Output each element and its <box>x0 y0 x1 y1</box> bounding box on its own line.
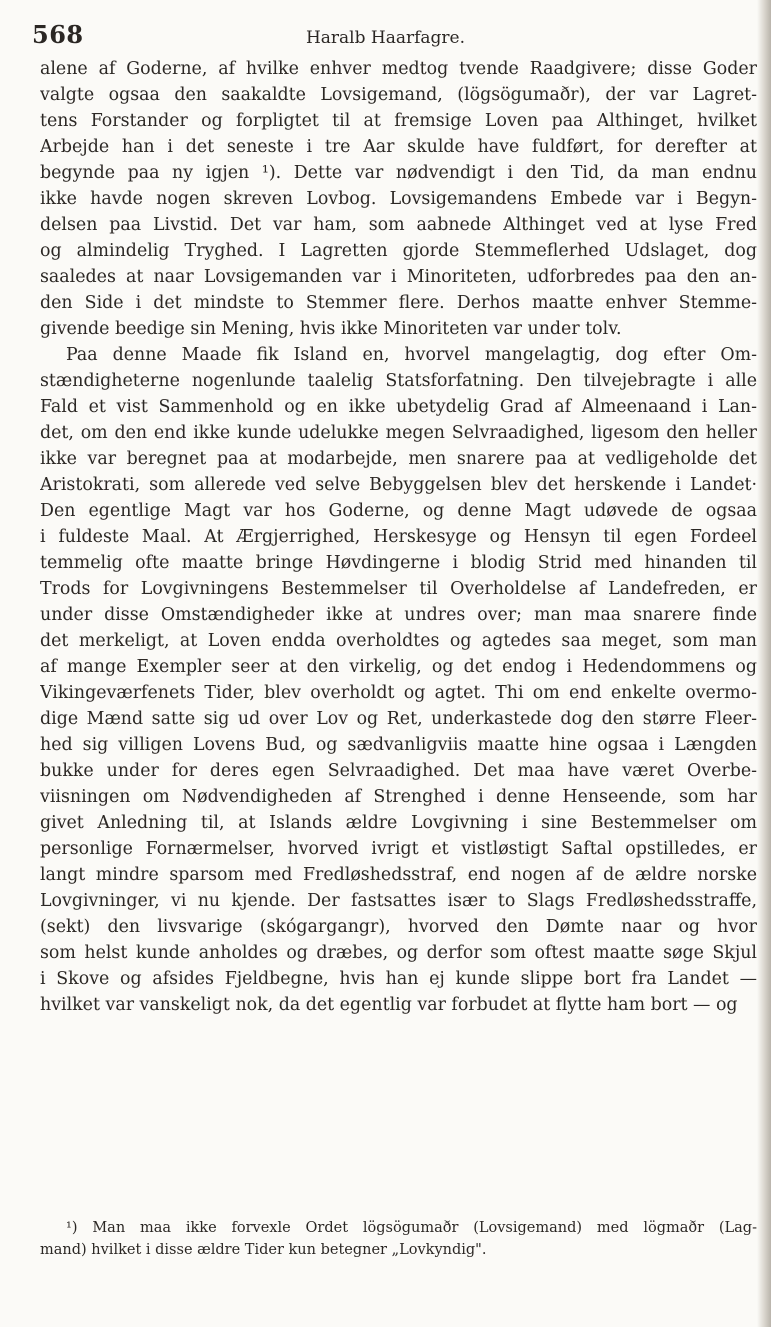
text-line: Vikingeværfenets Tider, blev overholdt og agtet. Thi om end enkelte overmo- <box>40 683 757 703</box>
text-line: Lovgivninger, vi nu kjende. Der fastsattes især to Slags Fredløshedsstraffe, <box>40 891 757 911</box>
text-line: ikke havde nogen skreven Lovbog. Lovsigemandens Embede var i Begyn- <box>40 189 757 209</box>
text-line: givende beedige sin Mening, hvis ikke Minoriteten var under tolv. <box>40 319 622 339</box>
body-text <box>40 56 757 1018</box>
text-line: (sekt) den livsvarige (skógargangr), hvorved den Dømte naar og hvor <box>40 917 757 937</box>
text-line: hvilket var vanskeligt nok, da det egentlig var forbudet at flytte ham bort — og <box>40 995 738 1015</box>
text-line: givet Anledning til, at Islands ældre Lovgivning i sine Bestemmelser om <box>40 813 757 833</box>
footnote-line: mand) hvilket i disse ældre Tider kun betegner „Lovkyndig". <box>40 1242 487 1258</box>
footnote <box>40 1217 757 1261</box>
text-line: det merkeligt, at Loven endda overholdtes og agtedes saa meget, som man <box>40 631 757 651</box>
text-line: delsen paa Livstid. Det var ham, som aabnede Althinget ved at lyse Fred <box>40 215 757 235</box>
text-line: Trods for Lovgivningens Bestemmelser til Overholdelse af Landefreden, er <box>40 579 757 599</box>
footnote-marker: ¹) <box>66 1220 78 1236</box>
text-line: saaledes at naar Lovsigemanden var i Minoriteten, udforbredes paa den an- <box>40 267 757 287</box>
text-line: valgte ogsaa den saakaldte Lovsigemand, (lögsögumaðr), der var Lagret- <box>40 85 757 105</box>
text-line: det, om den end ikke kunde udelukke megen Selvraadighed, ligesom den heller <box>40 423 757 443</box>
text-line: ikke var beregnet paa at modarbejde, men snarere paa at vedligeholde det <box>40 449 757 469</box>
page-number: 568 <box>32 20 84 49</box>
text-line: Den egentlige Magt var hos Goderne, og denne Magt udøvede de ogsaa <box>40 501 757 521</box>
text-line: tens Forstander og forpligtet til at fremsige Loven paa Althinget, hvilket <box>40 111 757 131</box>
text-line: den Side i det mindste to Stemmer flere. Derhos maatte enhver Stemme- <box>40 293 757 313</box>
text-line: bukke under for deres egen Selvraadighed. Det maa have været Overbe- <box>40 761 757 781</box>
text-line: i fuldeste Maal. At Ærgjerrighed, Herskesyge og Hensyn til egen Fordeel <box>40 527 757 547</box>
text-line: alene af Goderne, af hvilke enhver medtog tvende Raadgivere; disse Goder <box>40 59 757 79</box>
text-line: under disse Omstændigheder ikke at undres over; man maa snarere finde <box>40 605 757 625</box>
text-line: personlige Fornærmelser, hvorved ivrigt et vistløstigt Saftal opstilledes, er <box>40 839 757 859</box>
text-line: begynde paa ny igjen ¹). Dette var nødvendigt i den Tid, da man endnu <box>40 163 757 183</box>
text-line: hed sig villigen Lovens Bud, og sædvanligviis maatte hine ogsaa i Længden <box>40 735 757 755</box>
footnote-text: Man maa ikke forvexle Ordet lögsögumaðr (Lovsigemand) med lögmaðr (Lag- <box>92 1220 757 1236</box>
text-line: i Skove og afsides Fjeldbegne, hvis han ej kunde slippe bort fra Landet — <box>40 969 757 989</box>
text-line: temmelig ofte maatte bringe Høvdingerne i blodig Strid med hinanden til <box>40 553 757 573</box>
text-line: stændigheterne nogenlunde taalelig Statsforfatning. Den tilvejebragte i alle <box>40 371 757 391</box>
footnote-line <box>40 1217 757 1239</box>
text-line: Fald et vist Sammenhold og en ikke ubetydelig Grad af Almeenaand i Lan- <box>40 397 757 417</box>
text-line: viisningen om Nødvendigheden af Strenghed i denne Henseende, som har <box>40 787 757 807</box>
text-line: langt mindre sparsom med Fredløshedsstraf, end nogen af de ældre norske <box>40 865 757 885</box>
text-line: Paa denne Maade fik Island en, hvorvel mangelagtig, dog efter Om- <box>66 345 757 365</box>
text-line: Arbejde han i det seneste i tre Aar skulde have fuldført, for derefter at <box>40 137 757 157</box>
page-edge-shadow <box>757 0 771 1327</box>
text-line: Aristokrati, som allerede ved selve Bebyggelsen blev det herskende i Landet· <box>40 475 757 495</box>
text-line: og almindelig Tryghed. I Lagretten gjorde Stemmeflerhed Udslaget, dog <box>40 241 757 261</box>
text-line: dige Mænd satte sig ud over Lov og Ret, underkastede dog den større Fleer- <box>40 709 757 729</box>
text-line: af mange Exempler seer at den virkelig, og det endog i Hedendommens og <box>40 657 757 677</box>
text-line: som helst kunde anholdes og dræbes, og derfor som oftest maatte søge Skjul <box>40 943 757 963</box>
running-head: Haralb Haarfagre. <box>305 28 466 48</box>
